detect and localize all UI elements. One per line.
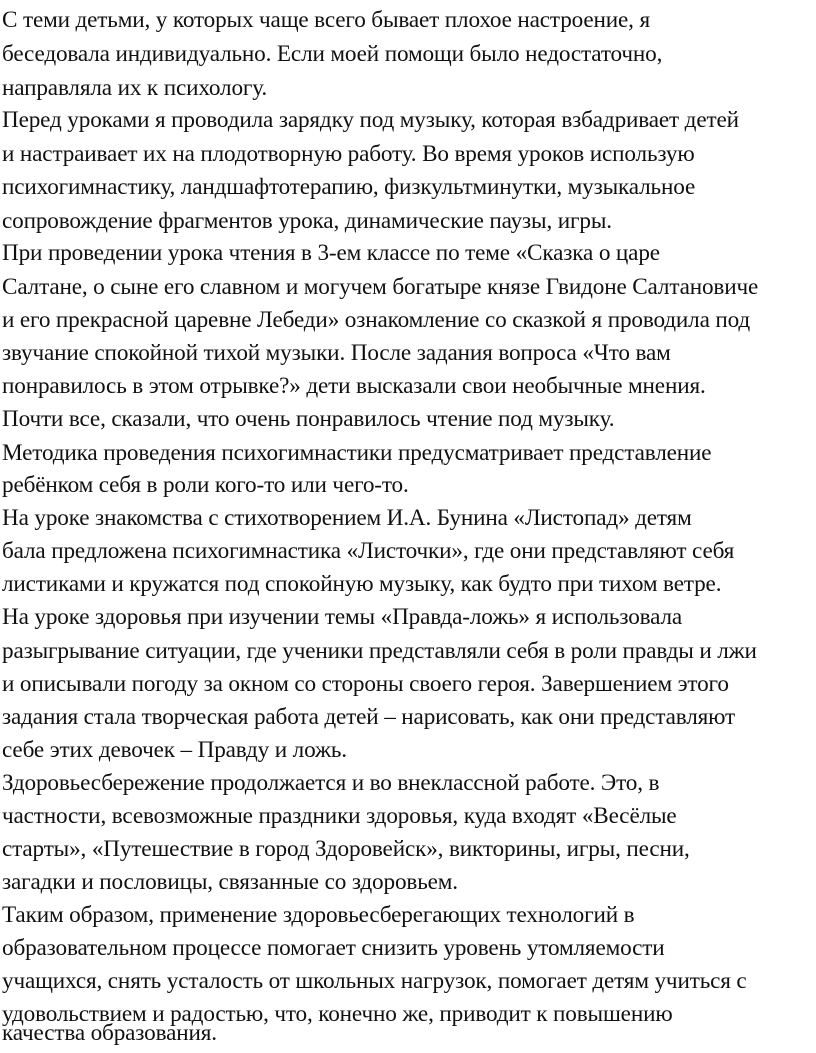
text-line: Салтане, о сыне его славном и могучем богатыре князе Гвидоне Салтановиче xyxy=(2,274,759,300)
text-line: На уроке здоровья при изучении темы «Правда-ложь» я использовала xyxy=(2,604,683,630)
text-line: звучание спокойной тихой музыки. После задания вопроса «Что вам xyxy=(2,340,671,366)
text-line: старты», «Путешествие в город Здоровейск», викторины, игры, песни, xyxy=(2,836,690,862)
text-line: частности, всевозможные праздники здоровья, куда входят «Весёлые xyxy=(2,803,677,829)
text-line: разыгрывание ситуации, где ученики представляли себя в роли правды и лжи xyxy=(2,638,757,664)
text-line: и его прекрасной царевне Лебеди» ознакомление со сказкой я проводила под xyxy=(2,307,751,333)
text-line: При проведении урока чтения в 3-ем классе по теме «Сказка о царе xyxy=(2,240,660,266)
text-line: себе этих девочек – Правду и ложь. xyxy=(2,737,347,763)
text-line: и настраивает их на плодотворную работу. Во время уроков использую xyxy=(2,141,695,167)
text-line: сопровождение фрагментов урока, динамические паузы, игры. xyxy=(2,208,612,234)
text-line: удовольствием и радостью, что, конечно же, приводит к повышению xyxy=(2,1001,673,1027)
text-line: Перед уроками я проводила зарядку под музыку, которая взбадривает детей xyxy=(2,107,739,133)
text-line: и описывали погоду за окном со стороны своего героя. Завершением этого xyxy=(2,671,729,697)
text-line: На уроке знакомства с стихотворением И.А. Бунина «Листопад» детям xyxy=(2,505,692,531)
text-line: психогимнастику, ландшафтотерапию, физкультминутки, музыкальное xyxy=(2,174,696,200)
text-line: Здоровьесбережение продолжается и во внеклассной работе. Это, в xyxy=(2,770,660,796)
text-line: Методика проведения психогимнастики предусматривает представление xyxy=(2,440,712,466)
text-line: понравилось в этом отрывке?» дети высказали свои необычные мнения. xyxy=(2,373,706,399)
text-line: бала предложена психогимнастика «Листочки», где они представляют себя xyxy=(2,538,735,564)
text-line: направляла их к психологу. xyxy=(2,75,268,101)
text-line: задания стала творческая работа детей – нарисовать, как они представляют xyxy=(2,704,736,730)
text-line: Почти все, сказали, что очень понравилось чтение под музыку. xyxy=(2,406,615,432)
text-line: Таким образом, применение здоровьесберегающих технологий в xyxy=(2,902,635,928)
text-line: листиками и кружатся под спокойную музыку, как будто при тихом ветре. xyxy=(2,571,722,597)
text-line: загадки и пословицы, связанные со здоровьем. xyxy=(2,869,458,895)
text-line: качества образования. xyxy=(2,1020,217,1046)
text-line: образовательном процессе помогает снизить уровень утомляемости xyxy=(2,935,665,961)
text-line: ребёнком себя в роли кого-то или чего-то. xyxy=(2,472,409,498)
text-line: учащихся, снять усталость от школьных нагрузок, помогает детям учиться с xyxy=(2,968,747,994)
text-line: С теми детьми, у которых чаще всего бывает плохое настроение, я xyxy=(2,7,650,33)
text-line: беседовала индивидуально. Если моей помощи было недостаточно, xyxy=(2,41,663,67)
